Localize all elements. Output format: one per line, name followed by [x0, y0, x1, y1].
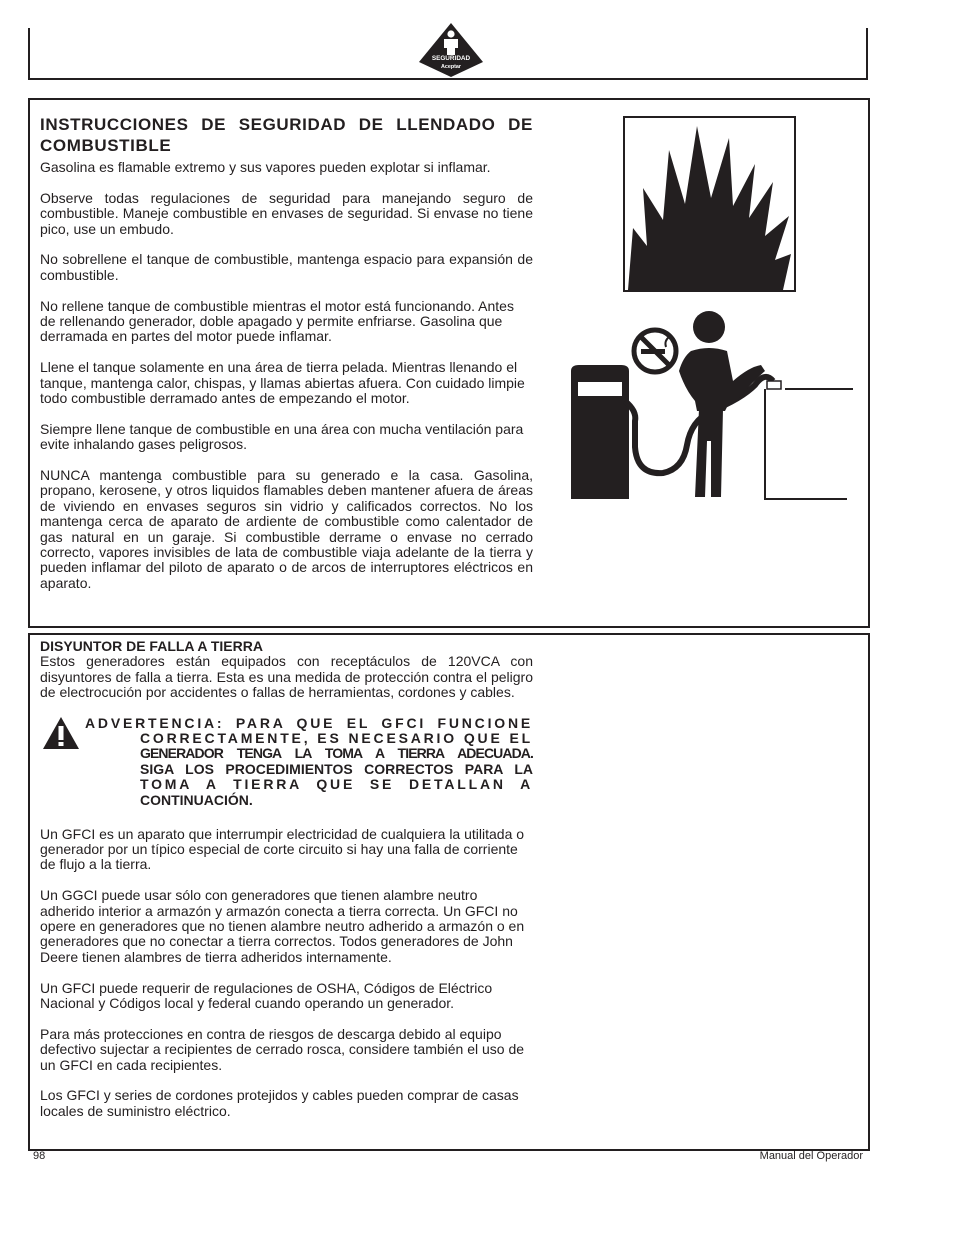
gfci-heading: DISYUNTOR DE FALLA A TIERRA — [40, 638, 263, 654]
badge-label-bottom: Aceptar — [440, 64, 462, 70]
fuel-paragraph-3: No sobrellene el tanque de combustible, mantenga espacio para expansión de combustible. — [40, 251, 533, 283]
gfci-section — [28, 633, 870, 1151]
gfci-paragraph-2: Un GGCI puede usar sólo con generadores que tienen alambre neutro adherido interior a armazón y armazón conecta a tierra correcta. Un GFCI no opere en generadores que no tienen alambre neutro adherido a armazón o en generadores que no conectar a tierra correctos. Todos generadores de John Deere tienen alambres de tierra adheridos internamente. — [40, 887, 525, 965]
warning-line-1: ADVERTENCIA: PARA QUE EL GFCI FUNCIONE — [85, 714, 533, 731]
person-silhouette-icon — [679, 311, 765, 497]
fuel-safety-text-column — [40, 114, 533, 591]
gfci-warning-text — [85, 714, 533, 808]
gfci-paragraph-3: Un GFCI puede requerir de regulaciones de OSHA, Códigos de Eléctrico Nacional y Códigos local y federal cuando operando un generador. — [40, 979, 493, 1012]
explosion-hazard-frame — [623, 116, 796, 292]
gfci-paragraph-1: Un GFCI es un aparato que interrumpir electricidad de cualquiera la utilitada o generador por un típico especial de corte circuito si hay una falla de corriente de flujo a la tierra. — [40, 825, 525, 873]
warning-line-5: TOMA A TIERRA QUE SE DETALLAN A — [140, 776, 533, 793]
page-number: 98 — [33, 1150, 46, 1162]
fuel-paragraph-1: Gasolina es flamable extremo y sus vapores pueden explotar si inflamar. — [40, 159, 491, 175]
warning-triangle-icon — [42, 716, 80, 750]
fuel-pump-icon — [571, 365, 629, 499]
safety-alert-badge-icon — [418, 22, 484, 78]
gfci-text-column — [40, 639, 533, 1119]
fuel-paragraph-7: NUNCA mantenga combustible para su generado e la casa. Gasolina, propano, kerosene, y otros liquidos flamables deben mantener afuera de áreas de viviendo en envases seguros sin vidrio y calificados correctos. No los mantenga cerca de aparato de ardiente de combustible como calentador de gas natural en un garaje. Si combustible derrame o envase no cerrado correcto, vapores invisibles de lata de combustible viaja adelante de la tierra y pueden inflamar del piloto de aparato o de arcos de interruptores eléctricos en aparato. — [40, 467, 533, 591]
warning-line-2: CORRECTAMENTE, ES NECESARIO QUE EL — [140, 730, 533, 747]
gfci-intro: Estos generadores están equipados con receptáculos de 120VCA con disyuntores de falla a tierra. Esta es una medida de protección contra el peligro de electrocución por accidentes o fallas de herramientas, cordones y cables. — [40, 653, 533, 701]
warning-line-6: CONTINUACIÓN. — [140, 791, 253, 808]
badge-label-top: SEGURIDAD — [431, 55, 471, 62]
manual-title: Manual del Operador — [759, 1150, 863, 1162]
warning-line-3: GENERADOR TENGA LA TOMA A TIERRA ADECUADA. — [140, 745, 533, 762]
no-smoking-icon — [634, 330, 676, 372]
explosion-icon — [625, 118, 794, 290]
fuel-safety-title: INSTRUCCIONES DE SEGURIDAD DE LLENDADO DE COMBUSTIBLE — [40, 115, 533, 155]
refueling-illustration — [565, 305, 855, 503]
gfci-paragraph-4: Para más protecciones en contra de riesgos de descarga debido al equipo defectivo sujectar a recipientes de cerrado rosca, considere también el uso de un GFCI en cada recipientes. — [40, 1025, 525, 1073]
fuel-paragraph-6: Siempre llene tanque de combustible en una área con mucha ventilación para evite inhalando gases peligrosos. — [40, 420, 524, 453]
fuel-paragraph-4: No rellene tanque de combustible mientras el motor está funcionando. Antes de rellenando generador, doble apagado y permite enfriarse. Gasolina que derramada en partes del motor puede inflamar. — [40, 297, 514, 345]
fuel-paragraph-5: Llene el tanque solamente en una área de tierra pelada. Mientras llenando el tanque, mantenga calor, chispas, y llamas abiertas afuera. Con cuidado limpie todo combustible derramado antes de empezando el motor. — [40, 359, 525, 407]
fuel-tank-icon — [765, 381, 853, 499]
gfci-paragraph-5: Los GFCI y series de cordones protejidos y cables pueden comprar de casas locales de suministro eléctrico. — [40, 1087, 519, 1119]
fuel-paragraph-2: Observe todas regulaciones de seguridad para manejando seguro de combustible. Maneje combustible en envases de seguridad. Si envase no tiene pico, use un embudo. — [40, 189, 533, 237]
gfci-warning-block — [40, 716, 533, 811]
warning-line-4: SIGA LOS PROCEDIMIENTOS CORRECTOS PARA LA — [140, 760, 533, 777]
